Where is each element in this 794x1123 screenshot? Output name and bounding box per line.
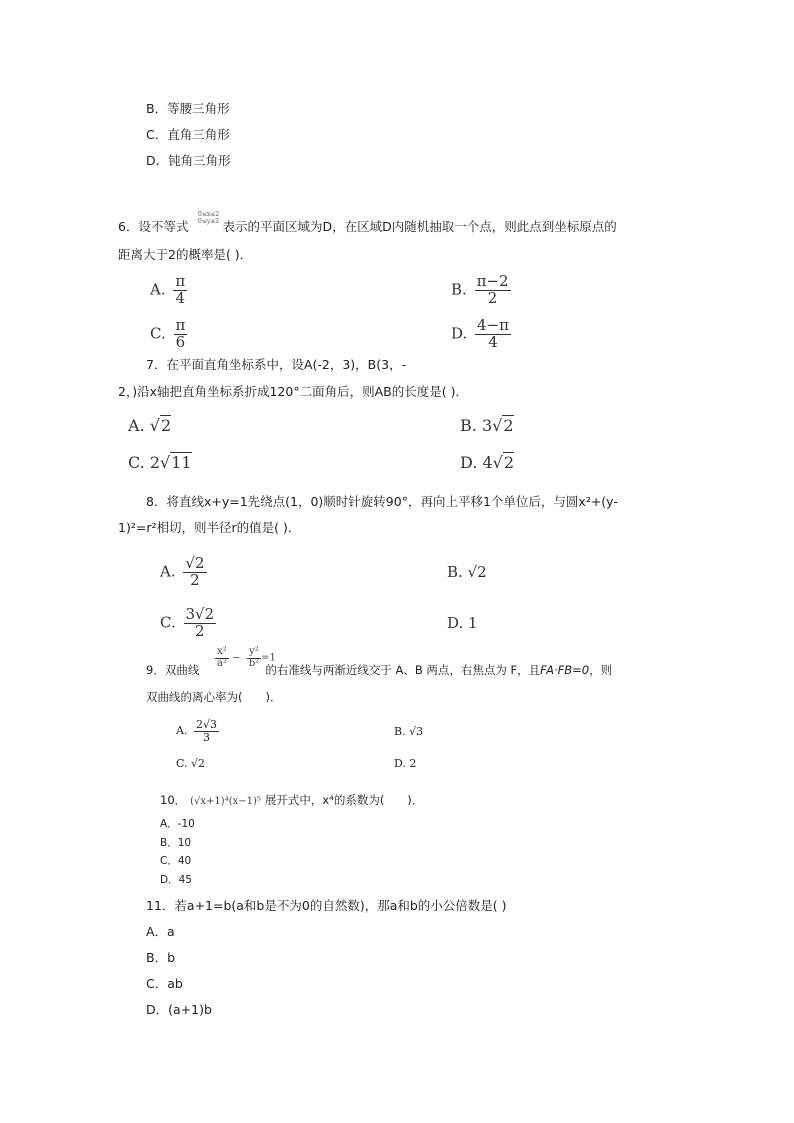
q10-stem-pre: 10． bbox=[160, 793, 187, 807]
q6-stem-line1 bbox=[118, 219, 617, 235]
q8-stem-line1: 8．将直线x+y=1先绕点(1，0)顺时针旋转90°，再向上平移1个单位后，与圆x²+(y- bbox=[146, 494, 618, 509]
q9-option-a-num: 2√3 bbox=[195, 718, 217, 731]
q5-option-b: B．等腰三角形 bbox=[146, 101, 230, 116]
q6-option-a-den: 4 bbox=[175, 288, 186, 307]
q9-option-a: A. $\frac{2√3}{3}$ bbox=[176, 718, 217, 744]
q11-option-a: A．a bbox=[146, 924, 175, 939]
q7-option-a-radicand: 2 bbox=[160, 416, 172, 435]
q8-option-b: B. √2 bbox=[447, 563, 487, 581]
q6-option-c-den: 6 bbox=[175, 332, 186, 351]
q9-stem-line2: 双曲线的离心率为( )． bbox=[146, 690, 282, 704]
q6-option-c bbox=[150, 318, 187, 351]
q6-option-d-num: 4−π bbox=[477, 316, 510, 334]
q9-vector-condition: FA·FB=0 bbox=[540, 663, 590, 677]
q6-option-c-label: C. bbox=[150, 324, 166, 343]
q8-option-a: A. $\frac{√2}{2}$ bbox=[160, 554, 205, 589]
q6-option-d bbox=[451, 318, 511, 351]
q6-stem-pre: 6．设不等式 bbox=[118, 219, 189, 234]
q10-stem bbox=[160, 792, 423, 810]
q11-option-b: B．b bbox=[146, 950, 176, 965]
q5-option-d: D．钝角三角形 bbox=[146, 153, 231, 168]
q10-option-b: B．10 bbox=[160, 837, 192, 849]
q6-inequality-top: 0≤x≤2 bbox=[198, 211, 220, 218]
q6-option-a bbox=[150, 274, 187, 307]
q5-option-c: C．直角三角形 bbox=[146, 127, 230, 142]
q11-option-d: D．(a+1)b bbox=[146, 1002, 212, 1017]
q7-stem-line1: 7．在平面直角坐标系中，设A(-2，3)，B(3，- bbox=[146, 357, 407, 372]
q6-option-d-label: D. bbox=[451, 324, 468, 343]
q9-option-a-den: 3 bbox=[202, 730, 210, 744]
q6-option-b bbox=[451, 274, 511, 307]
q6-option-a-num: π bbox=[175, 272, 186, 290]
q6-option-b-num: π−2 bbox=[476, 272, 509, 290]
q8-option-d-value: 1 bbox=[468, 614, 478, 632]
q8-stem-line2: 1)²=r²相切，则半径r的值是( )． bbox=[118, 520, 301, 535]
q10-expression: (√x+1)⁴(x−1)⁵ bbox=[190, 796, 261, 807]
q6-option-c-num: π bbox=[175, 316, 186, 334]
q7-option-d-radicand: 2 bbox=[503, 453, 515, 472]
q8-option-c-den: 2 bbox=[195, 621, 205, 640]
q6-inequality-bottom: 0≤y≤2 bbox=[198, 218, 220, 225]
q6-option-b-label: B. bbox=[451, 280, 467, 299]
q8-option-b-value: √2 bbox=[467, 563, 487, 581]
q9-stem-post: ，则 bbox=[589, 663, 613, 677]
q11-option-c: C．ab bbox=[146, 976, 183, 991]
q10-option-c: C．40 bbox=[160, 855, 192, 867]
q9-option-b: B. √3 bbox=[394, 725, 424, 738]
q7-option-c-radicand: 11 bbox=[171, 453, 192, 472]
q9-option-c: C. √2 bbox=[176, 757, 206, 770]
q7-stem-line2: 2，)沿x轴把直角坐标系折成120°二面角后，则AB的长度是( )． bbox=[118, 384, 468, 399]
q7-option-b: B. 3√2 bbox=[460, 416, 514, 435]
q8-option-c-num: 3√2 bbox=[185, 605, 215, 623]
q8-option-c: C. $\frac{3√2}{2}$ bbox=[160, 605, 215, 640]
q10-stem-post: 展开式中，x⁴的系数为( )． bbox=[264, 793, 424, 807]
q9-option-d: D. 2 bbox=[394, 757, 417, 770]
q9-stem-pre: 9．双曲线 bbox=[146, 663, 200, 677]
q6-inequality-system bbox=[198, 211, 219, 225]
q6-option-d-den: 4 bbox=[488, 332, 498, 351]
q6-option-b-den: 2 bbox=[487, 288, 498, 307]
q9-stem-mid: 的右准线与两渐近线交于 A、B 两点，右焦点为 F，且 bbox=[265, 663, 541, 677]
q10-option-a: A．-10 bbox=[160, 818, 195, 830]
q6-option-a-label: A. bbox=[150, 280, 166, 299]
q8-option-d: D. 1 bbox=[447, 614, 478, 632]
q7-option-b-radicand: 2 bbox=[503, 416, 514, 435]
q11-stem: 11．若a+1=b(a和b是不为0的自然数)，那a和b的小公倍数是( ) bbox=[146, 898, 507, 913]
q6-stem-post: 表示的平面区域为D，在区域D内随机抽取一个点，则此点到坐标原点的 bbox=[222, 219, 617, 234]
q6-stem-line2: 距离大于2的概率是( )． bbox=[118, 247, 253, 262]
q10-option-d: D．45 bbox=[160, 874, 192, 886]
q7-option-c: C. 2√11 bbox=[128, 453, 192, 472]
q8-option-a-num: √2 bbox=[185, 554, 205, 572]
q7-option-d: D. 4√2 bbox=[460, 453, 515, 472]
q9-hyperbola-equation: $\frac{\text{x²}}{\text{a²}}$ − $\frac{\text{y²}}{\text{b²}}$ =1 bbox=[217, 646, 276, 669]
q7-option-a: A. √2 bbox=[128, 416, 172, 435]
q8-option-a-den: 2 bbox=[190, 570, 200, 589]
